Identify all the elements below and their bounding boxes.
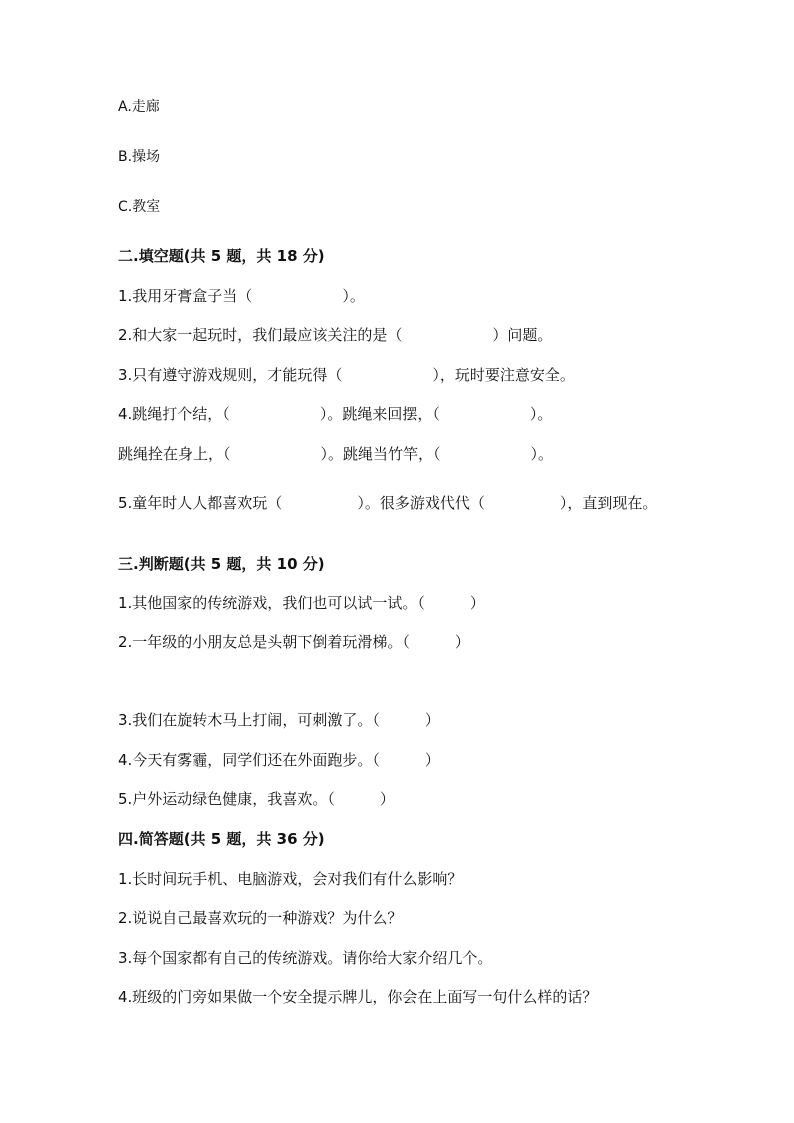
question-item: 1.长时间玩手机、电脑游戏，会对我们有什么影响？ [118, 870, 463, 888]
question-item: 1.其他国家的传统游戏，我们也可以试一试。（ ） [118, 594, 485, 612]
question-item: 2.和大家一起玩时，我们最应该关注的是（ ）问题。 [118, 326, 553, 344]
section-heading-fill-blank: 二.填空题(共 5 题，共 18 分) [118, 247, 325, 265]
question-item: 4.跳绳打个结，（ ）。跳绳来回摆，（ ）。 [118, 405, 553, 423]
section-heading-short-answer: 四.简答题(共 5 题，共 36 分) [118, 830, 325, 848]
option-b: B.操场 [118, 149, 161, 165]
question-item: 2.说说自己最喜欢玩的一种游戏？为什么？ [118, 909, 403, 927]
question-item: 4.班级的门旁如果做一个安全提示牌儿，你会在上面写一句什么样的话？ [118, 988, 598, 1006]
question-item: 3.我们在旋转木马上打闹，可刺激了。（ ） [118, 711, 440, 729]
question-item: 3.每个国家都有自己的传统游戏。请你给大家介绍几个。 [118, 949, 493, 967]
question-item: 2.一年级的小朋友总是头朝下倒着玩滑梯。（ ） [118, 633, 470, 651]
question-item: 3.只有遵守游戏规则，才能玩得（ ），玩时要注意安全。 [118, 366, 575, 384]
question-item: 4.今天有雾霾，同学们还在外面跑步。（ ） [118, 751, 440, 769]
option-a: A.走廊 [118, 99, 160, 115]
section-heading-true-false: 三.判断题(共 5 题，共 10 分) [118, 555, 325, 573]
option-c: C.教室 [118, 199, 161, 215]
question-item: 5.户外运动绿色健康，我喜欢。（ ） [118, 790, 395, 808]
question-item: 5.童年时人人都喜欢玩（ ）。很多游戏代代（ ），直到现在。 [118, 494, 658, 512]
question-item: 1.我用牙膏盒子当（ ）。 [118, 287, 365, 305]
question-item: 跳绳拴在身上，（ ）。跳绳当竹竿，（ ）。 [118, 445, 554, 463]
